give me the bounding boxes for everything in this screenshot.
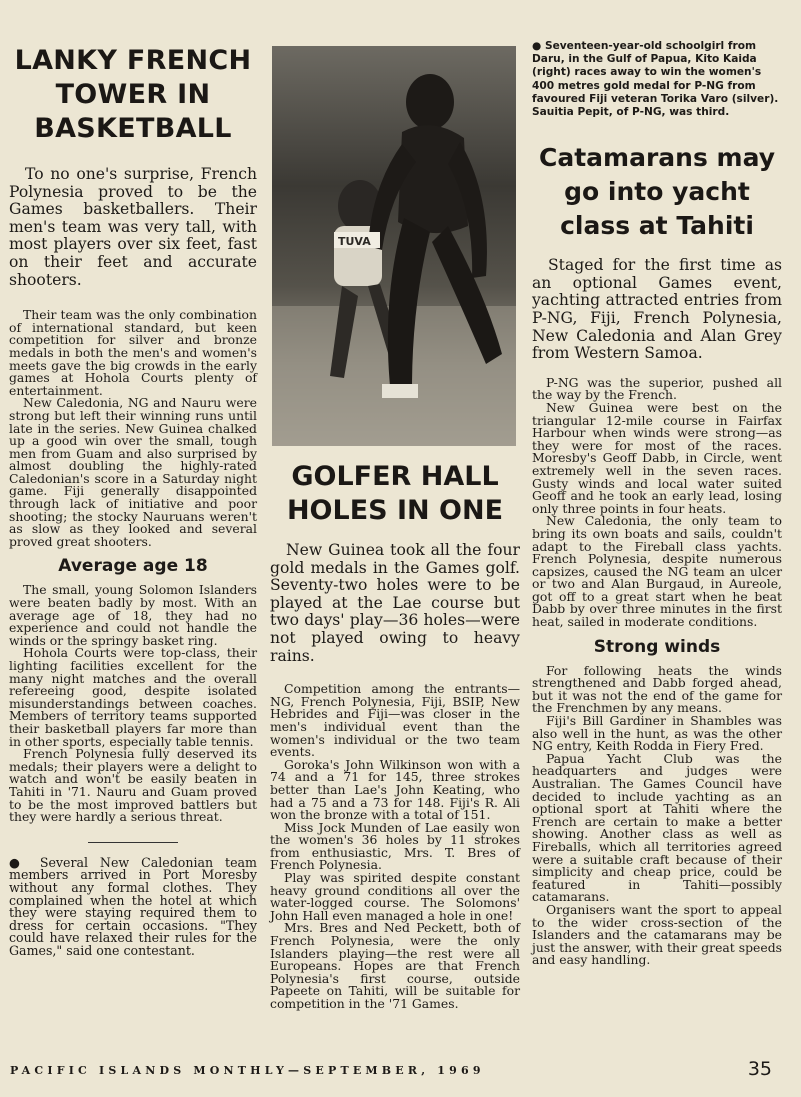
page-footer xyxy=(10,1060,790,1084)
publication-line: PACIFIC ISLANDS MONTHLY—SEPTEMBER, 1969 xyxy=(10,1064,485,1077)
paragraph: New Caledonia, the only team to bring its own boats and sails, couldn't adapt to the Fireball class yachts. French Polynesia, despite numerous capsizes, caused the NG team an ulcer or two and Alan Burgaud, in Aureole, got off to a great start when he beat Dabb by over three minutes in the first heat, sailed in moderate conditions. xyxy=(532,513,782,630)
runner-photo-icon xyxy=(272,46,516,446)
headline-line: TOWER IN xyxy=(55,79,211,110)
headline-line: BASKETBALL xyxy=(34,113,232,144)
subheading: Strong winds xyxy=(593,636,721,657)
runner-photo xyxy=(272,46,516,446)
paragraph: French Polynesia fully deserved its medals; their players were a delight to watch and won't be easily beaten in Tahiti in '71. Nauru and Guam proved to be the most improved battlers but they were hardly a serious threat. xyxy=(9,746,257,825)
paragraph: P-NG was the superior, pushed all the way by the French. xyxy=(532,374,782,403)
headline-line: LANKY FRENCH xyxy=(14,45,252,76)
headline-golf xyxy=(270,460,520,528)
lead-paragraph: To no one's surprise, French Polynesia proved to be the Games basketballers. Their men's team was very tall, with most players over six feet, fast on their feet and accurate shooters. xyxy=(9,165,257,289)
column-basketball xyxy=(9,44,257,957)
lead-paragraph: Staged for the first time as an optional Games event, yachting attracted entries from P-NG, Fiji, French Polynesia, New Caledonia and Alan Grey from Western Samoa. xyxy=(532,256,782,363)
caption-text: Seventeen-year-old schoolgirl from Daru, in the Gulf of Papua, Kito Kaida (right) races away to win the women's 400 metres gold medal for P-NG from favoured Fiji veteran Torika Varo (silver). Sauitia Pepit, of P-NG, was third. xyxy=(532,40,779,119)
bullet-icon: ● xyxy=(9,854,40,870)
headline-line: class at Tahiti xyxy=(560,211,754,241)
headline-line: HOLES IN ONE xyxy=(286,495,504,526)
paragraph: New Caledonia, NG and Nauru were strong but left their winning runs until late in the series. New Guinea chalked up a good win over the small, tough men from Guam and also surprised by almost doubling the highly-rated Caledonian's score in a Saturday night game. Fiji generally disappointed through lack of initiative and poor shooting; the stocky Nauruans weren't as slow as they looked and several proved great shooters. xyxy=(9,395,257,549)
column-yachting xyxy=(532,40,782,967)
headline-yachting xyxy=(532,141,782,243)
paragraph: Goroka's John Wilkinson won with a 74 and a 71 for 145, three strokes better than Lae's John Keating, who had a 75 and a 73 for 148. Fiji's R. Ali won the bronze with a total of 151. xyxy=(270,756,520,823)
paragraph: Play was spirited despite constant heavy ground conditions all over the water-logged course. The Solomons' John Hall even managed a hole in one! xyxy=(270,870,520,923)
paragraph: Competition among the entrants—NG, French Polynesia, Fiji, BSIP, New Hebrides and Fiji—was closer in the men's individual event than the women's individual or the two team events. xyxy=(270,681,520,760)
photo-caption xyxy=(532,40,782,119)
subheading: Average age 18 xyxy=(58,556,208,577)
paragraph: Miss Jock Munden of Lae easily won the women's 36 holes by 11 strokes from enthusiastic, Mrs. T. Bres of French Polynesia. xyxy=(270,819,520,873)
bullet-text: Several New Caledonian team members arrived in Port Moresby without any formal clothes. They complained when the hotel at which they were staying required them to dress for certain occasions. "They could have relaxed their rules for the Games," said one contestant. xyxy=(9,854,257,958)
bullet-icon: ● xyxy=(532,40,545,52)
paragraph: Fiji's Bill Gardiner in Shambles was also well in the hunt, as was the other NG entry, Keith Rodda in Fiery Fred. xyxy=(532,713,782,754)
page-number: 35 xyxy=(747,1058,772,1080)
divider xyxy=(88,842,178,843)
paragraph: Organisers want the sport to appeal to the wider cross-section of the Islanders and the catamarans may be just the answer, with their great speeds and easy handling. xyxy=(532,901,782,968)
column-golf xyxy=(270,460,520,1011)
bib-text: TUVA xyxy=(338,235,371,248)
paragraph: Mrs. Bres and Ned Peckett, both of French Polynesia, were the only Islanders playing—the rest were all Europeans. Hopes are that French Polynesia's first course, outside Papeete on Tahiti, will be suitable for competition in the '71 Games. xyxy=(270,920,520,1011)
paragraph: For following heats the winds strengthened and Dabb forged ahead, but it was not the end of the game for the Frenchmen by any means. xyxy=(532,662,782,716)
paragraph: New Guinea were best on the triangular 12-mile course in Fairfax Harbour when winds were strong—as they were for most of the races. Moresby's Geoff Dabb, in Circle, went extremely well in the seven races. Gusty winds and local water suited Geoff and he took an early lead, losing only three points in four heats. xyxy=(532,399,782,516)
bullet-note xyxy=(9,854,257,958)
paragraph: Papua Yacht Club was the headquarters and judges were Australian. The Games Council have decided to include yachting as an optional sport at Tahiti where the French are certain to make a better showing. Another class as well as Fireballs, which all territories agreed were a suitable craft because of their simplicity and cheap price, could be featured in Tahiti—possibly catamarans. xyxy=(532,750,782,905)
headline-line: Catamarans may xyxy=(539,143,775,173)
paragraph: The small, young Solomon Islanders were beaten badly by most. With an average age of 18, they had no experience and could not handle the winds or the springy basket ring. xyxy=(9,582,257,648)
headline-line: GOLFER HALL xyxy=(291,461,499,492)
lead-paragraph: New Guinea took all the four gold medals in the Games golf. Seventy-two holes were to be played at the Lae course but two days' play—36 holes—were not played owing to heavy rains. xyxy=(270,541,520,665)
paragraph: Hohola Courts were top-class, their lighting facilities excellent for the many night matches and the overall refereeing good, despite isolated misunderstandings between coaches. Members of territory teams supported their basketball players far more than in other sports, especially table tennis. xyxy=(9,645,257,749)
paragraph: Their team was the only combination of international standard, but keen competition for silver and bronze medals in both the men's and women's meets gave the big crowds in the early games at Hohola Courts plenty of entertainment. xyxy=(9,307,257,398)
headline-basketball xyxy=(9,44,257,146)
headline-line: go into yacht xyxy=(564,177,750,207)
